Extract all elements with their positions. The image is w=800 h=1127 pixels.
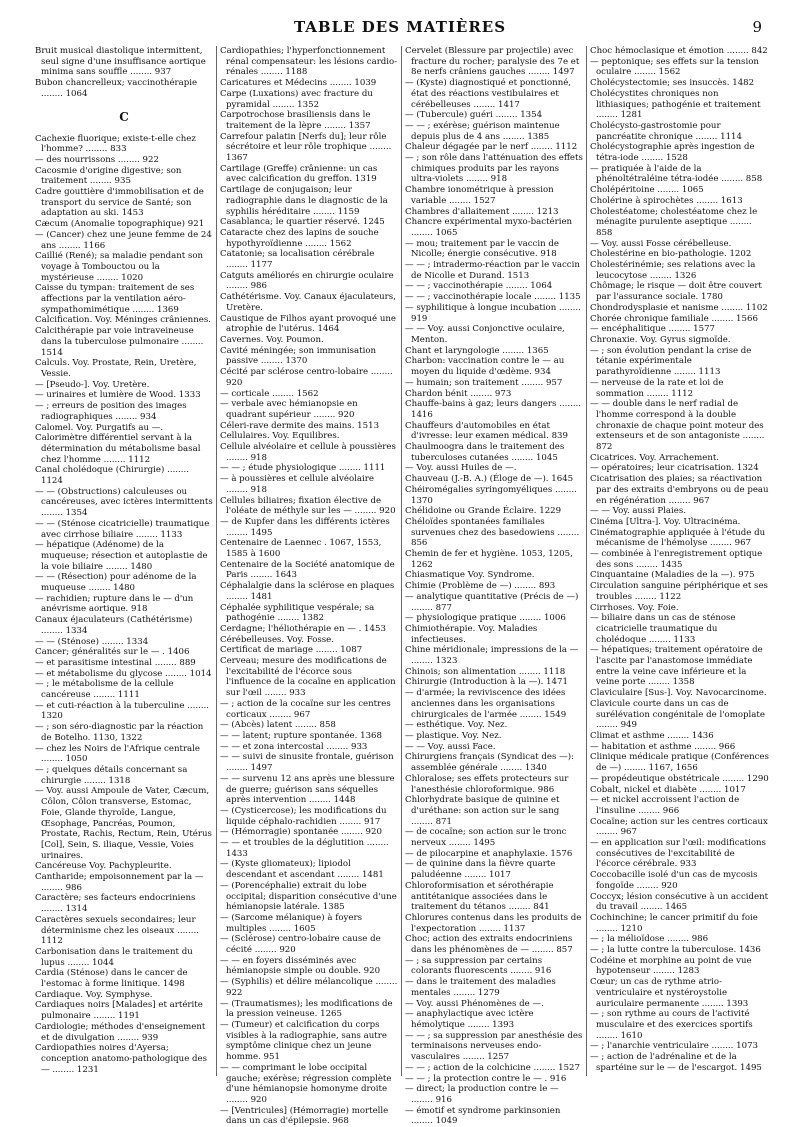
index-entry: Cholestéatome; cholestéatome chez le ménagite purulente aseptique ........ 858 [590,206,758,238]
index-entry: Chaulmoogra dans le traitement des tuberculoses cutanées ........ 1045 [405,442,565,463]
index-entry: Carrefour palatin [Nerfs du]; leur rôle sécrétoire et leur rôle trophique ........ 1367 [220,131,392,164]
index-entry: — (Syphilis) et délire mélancolique ........ 922 [220,977,398,998]
index-entry: — — ; la protection contre le — . 916 [405,1073,567,1084]
index-entry: Chéloïdes spontanées familiales survenues chez des basedowiens ........ 856 [405,516,580,549]
index-entry: Chine méridionale; impressions de la — ........ 1323 [405,645,579,667]
index-entry: Cochinchine; le cancer primitif du foie ........ 1210 [590,912,758,934]
index-entry: Cirrhoses. Voy. Foie. [590,602,679,613]
index-entry: — opératoires; leur cicatrisation. 1324 [590,463,759,474]
page-header [0,18,800,42]
index-entry: Calcithérapie par voie intraveineuse dans la tuberculose pulmonaire ........ 1514 [35,326,204,358]
index-entry: — — ; intradermo-réaction par le vaccin de Nicolle et Durand. 1513 [405,260,580,281]
index-entry: Cardiopathies noires d'Ayersa; conception anatomo-pathologique des — ........ 1231 [35,1043,208,1075]
index-entry: — — (Résection) pour adénome de la muqueuse ........ 1480 [35,572,197,594]
index-entry: Caillié (René); sa maladie pendant son voyage à Tombouctou ou la mystérieuse ........ 1020 [35,251,204,283]
index-entry: Cacosmie d'origine digestive; son traitement ........ 935 [35,165,182,187]
index-entry: — émotif et syndrome parkinsonien ........ 1049 [405,1105,561,1127]
index-entry: — — latent; rupture spontanée. 1368 [220,731,382,741]
index-entry: Cæcum (Anomalie topographique) 921 [35,219,205,230]
index-entry: Coccobacille isolé d'un cas de mycosis fongoïde ........ 920 [590,870,758,891]
index-entry: Cellules biliaires; fixation élective de l'oléate de méthyle sur les — ........ 920 [220,495,396,517]
index-entry: — — ; vaccinothérapie ........ 1064 [405,281,553,292]
index-entry: Chirurgiens français (Syndicat des —): assemblée générale ........ 1340 [405,752,574,774]
index-entry: Caricatures et Médecins ........ 1039 [220,78,377,89]
index-entry: — anaphylactique avec ictère hémolytique ........ 1393 [405,1009,534,1030]
index-entry: — biliaire dans un cas de sténose cicatricielle traumatique du cholédoque ........ 1133 [590,613,736,645]
index-entry: — — Voy. aussi Plaies. [590,506,687,517]
index-entry: — — Voy. aussi Conjonctive oculaire, Menton. [405,324,565,345]
index-entry: — ; son évolution pendant la crise de tétanie expérimentale parathyroïdienne ........ 1113 [590,345,752,378]
index-entry: — — double dans le nerf radial de l'homme correspond à la double chronaxie de chaque point moteur des extenseurs et de son antagoniste ........ 872 [590,399,765,453]
index-entry: — et nickel accroissent l'action de l'insuline ........ 966 [590,795,740,816]
index-entry: Cellule alvéolaire et cellule à poussières ........ 918 [220,442,396,463]
index-entry: Cérébelleuses. Voy. Fosse. [220,634,334,645]
index-entry: Bruit musical diastolique intermittent, seul signe d'une insuffisance aortique minima sans souffle ........ 937 [35,46,206,78]
index-entry: — (Kyste gliomateux); lipiodol descendant et ascendant ........ 1481 [220,859,384,881]
index-entry: Chélidoine ou Grande Éclaire. 1229 [405,506,562,517]
index-entry: Catguts améliorés en chirurgie oculaire ........ 986 [220,270,394,292]
index-entry: Cataracte chez des lapins de souche hypothyroïdienne ........ 1562 [220,227,379,249]
index-entry: — — (Sténose cicatricielle) traumatique avec cirrhose biliaire ........ 1133 [35,518,210,540]
index-entry: — (Cysticercose); les modifications du liquide céphalo-rachidien ........ 917 [220,805,387,827]
index-entry: — — comprimant le lobe occipital gauche; exérèse; régression complète d'une hémianopsie homonyme droite ........ 920 [220,1062,392,1105]
index-entry: Chondrodysplasie et nanisme ........ 1102 [590,302,768,313]
index-entry: — esthétique. Voy. Nez. [405,720,508,731]
index-entry: — combinée à l'enregistrement optique des sons ........ 1435 [590,549,763,570]
index-entry: Chant et laryngologie ........ 1365 [405,345,549,356]
index-entry: Climat et asthme ........ 1436 [590,731,714,741]
index-entry: Chinois; son alimentation ........ 1118 [405,666,566,677]
index-entry: — — Voy. aussi Face. [405,741,496,752]
index-entry: Choc; action des extraits endocriniens dans les phénomènes de — ........ 857 [405,934,573,956]
index-entry: Chlorures contenus dans les produits de l'expectoration ........ 1137 [405,912,582,934]
index-entry: — ; son rôle dans l'atténuation des effets chimiques produits par les rayons ultra-violets ........ 918 [405,153,583,185]
index-entry: — [Pseudo-]. Voy. Uretère. [35,379,150,390]
index-column-2 [217,46,402,1127]
index-entry: Chlorhydrate basique de quinine et d'uréthane: son action sur le sang ........ 871 [405,795,560,827]
index-entry: Cellulaires. Voy. Equilibres. [220,431,340,442]
index-entry: — ; action de l'adrénaline et de la spartéine sur le — de l'escargot. 1495 [590,1052,762,1073]
index-entry: Chimie (Problème de —) ........ 893 [405,581,556,592]
index-entry: — verbale avec hémianopsie en quadrant supérieur ........ 920 [220,399,358,420]
index-entry: — peptonique; ses effets sur la tension oculaire ........ 1562 [590,56,759,78]
index-entry: Céleri-rave dermite des mains. 1513 [220,420,380,431]
index-entry: — — survenu 12 ans après une blessure de guerre; guérison sans séquelles après intervention ........ 1448 [220,773,395,806]
section-letter: C [119,109,129,124]
index-entry: Chambres d'allaitement ........ 1213 [405,206,559,217]
index-entry: Cathétérisme. Voy. Canaux éjaculateurs, Uretère. [220,292,396,313]
index-entry: Caractères sexuels secondaires; leur déterminisme chez les oiseaux ........ 1112 [35,914,199,947]
index-entry: — syphilitique à longue incubation ........ 919 [405,302,581,324]
index-entry: Céphalalgie dans la sclérose en plaques ........ 1481 [220,581,395,602]
index-entry: Coccyx; lésion consécutive à un accident du travail ........ 1465 [590,891,769,913]
index-entry: Cholestérinémie; ses relations avec la leucocytose ........ 1326 [590,260,756,281]
index-entry: Clinique médicale pratique (Conférences de —) ........ 1167, 1656 [590,752,769,774]
index-entry: Chauffe-bains à gaz; leurs dangers ........ 1416 [405,399,582,420]
index-entry: — — ; sa suppression par anesthésie des terminaisons nerveuses endo-vasculaires ........ 1257 [405,1030,583,1063]
index-entry: Cancéreuse Voy. Pachypleurite. [35,861,172,872]
index-entry: — (Porencéphalie) extrait du lobe occipital; disparition consécutive d'une hémianopsie latérale. 1385 [220,880,397,913]
index-entry: — corticale ........ 1562 [220,388,319,399]
index-entry: — Voy. aussi Ampoule de Vater, Cæcum, Côlon, Côlon transverse, Estomac, Foie, Glande thyroïde, Langue, Œsophage, Pancréas, Poumon, Prostate, Rachis, Rectum, Rein, Utérus [Col], Sein, S. iliaque, Vessie, Voies urinaires. [35,786,212,861]
index-entry: Chauveau (J.-B. A.) (Éloge de —). 1645 [405,474,574,485]
index-entry: Cinématographie appliquée à l'étude du mécanisme de l'hémolyse ........ 967 [590,527,766,549]
index-entry: Cartilage de conjugaison; leur radiographie dans le diagnostic de la syphilis héréditaire ........ 1159 [220,185,388,217]
index-entry: — (Kyste) diagnostiqué et ponctionné, état des réactions vestibulaires et cérébelleuses ........ 1417 [405,78,572,110]
index-entry: — de quinine dans la fièvre quarte paludéenne ........ 1017 [405,859,556,881]
index-entry: — mou; traitement par le vaccin de Nicolle; énergie consécutive. 918 [405,238,559,260]
index-entry: — ; la mélioïdose ........ 986 [590,934,709,945]
index-entry: Charbon: vaccination contre le — au moyen du liquide d'œdème. 934 [405,356,565,378]
index-entry: Chômage; le risque — doit être couvert par l'assurance sociale. 1780 [590,281,762,303]
index-entry: — Voy. aussi Huiles de —. [405,463,517,474]
index-entry: Caisse du tympan: traitement de ses affections par la ventilation aéro-sympathomimétique ........ 1369 [35,283,195,315]
index-entry: — plastique. Voy. Nez. [405,731,502,741]
index-entry: Chardon bénit ........ 973 [405,388,512,399]
index-entry: — de pilocarpine et anaphylaxie. 1576 [405,848,573,859]
index-entry: — ; son séro-diagnostic par la réaction de Botelho. 1130, 1322 [35,722,204,743]
index-entry: Cholécystographie après ingestion de tétra-iode ........ 1528 [590,142,755,164]
index-entry: Cachexie fluorique; existe-t-elle chez l'homme? ........ 833 [35,133,196,155]
index-entry: Choc hémoclasique et émotion ........ 842 [590,46,768,56]
index-entry: — (Tumeur) et calcification du corps visibles à la radiographie, sans autre symptôme clinique chez un jeune homme. 951 [220,1019,387,1063]
index-entry: — — ; vaccinothérapie locale ........ 1135 [405,292,581,303]
index-entry: — ; l'anarchie ventriculaire ........ 1073 [590,1041,759,1052]
index-entry: Calomel. Voy. Purgatifs au —. [35,422,164,433]
index-entry: Catatonie; sa localisation cérébrale ........ 1177 [220,249,375,271]
index-entry: Canaux éjaculateurs (Cathétérisme) ........ 1334 [35,615,193,636]
index-entry: — — suivi de sinusite frontale, guérison ........ 1497 [220,752,394,774]
index-entry: — (Hémorragie) spontanée ........ 920 [220,827,382,838]
index-entry: Chloralose; ses effets protecteurs sur l'anesthésie chloroformique. 986 [405,773,569,795]
index-entry: Cardiopathies; l'hyperfonctionnement rénal compensateur: les lésions cardio-rénales ........ 1188 [220,46,398,78]
index-entry: — physiologique pratique ........ 1006 [405,613,566,624]
index-entry: — ; le métabolisme de la cellule cancéreuse ........ 1111 [35,679,174,701]
index-entry: — et parasitisme intestinal ........ 889 [35,657,196,668]
index-entry: — — en foyers disséminés avec hémianopsie simple ou double. 920 [220,955,381,977]
index-entry: Chauffeurs d'automobiles en état d'ivresse: leur examen médical. 839 [405,420,568,442]
index-entry: — direct; la production contre le — ........ 916 [405,1084,559,1105]
index-entry: Cicatrisation des plaies; sa réactivation par des extraits d'embryons ou de peau en régénération ........ 967 [590,474,769,506]
index-entry: — (Sarcome mélanique) à foyers multiples ........ 1605 [220,912,363,934]
index-entry: — dans le traitement des maladies mentales ........ 1279 [405,977,556,998]
index-entry: Carpe (Luxations) avec fracture du pyramidal ........ 1352 [220,88,373,110]
index-entry: Cardiologie; méthodes d'enseignement et de divulgation ........ 939 [35,1021,206,1043]
index-entry: Chambre ionométrique à pression variable ........ 1527 [405,185,554,206]
index-entry: — de Kupfer dans les différents ictères ........ 1495 [220,516,390,538]
index-entry: Chéiromégalies syringomyéliques ........ 1370 [405,484,577,506]
index-entry: Cerveau; mesure des modifications de l'excitabilité de l'écorce sous l'influence de la cocaïne en application sur l'œil ........ 933 [220,656,396,699]
index-entry: — à poussières et cellule alvéolaire ........ 918 [220,474,374,495]
index-entry: — ; la lutte contre la tuberculose. 1436 [590,945,761,956]
index-entry: — — ; action de la colchicine ........ 1527 [405,1062,580,1073]
index-entry: Chronaxie. Voy. Gyrus sigmoïde. [590,334,731,345]
index-entry: — en application sur l'œil: modifications consécutives de l'excitabilité de l'écorce cérébrale. 933 [590,838,766,870]
index-entry: — hépatiques; traitement opératoire de l'ascite par l'anastomose immédiate entre la veine cave inférieure et la veine porte ........ 1358 [590,645,763,688]
index-entry: Cancer; généralités sur le — . 1406 [35,647,190,658]
index-entry: — Voy. aussi Phénomènes de —. [405,998,544,1009]
index-entry: — Voy. aussi Fosse cérébelleuse. [590,238,732,249]
index-entry: Centenaire de la Société anatomique de Paris ........ 1643 [220,559,395,581]
index-entry: Carbonisation dans le traitement du lupus ........ 1044 [35,946,193,968]
page-number: 9 [752,18,762,36]
index-entry: Codéine et morphine au point de vue hypotenseur ........ 1283 [590,955,752,977]
index-entry: Chemin de fer et hygiène. 1053, 1205, 1262 [405,549,573,570]
index-entry: Cardia (Sténose) dans le cancer de l'estomac à forme linitique. 1498 [35,968,188,990]
index-entry: — de cocaïne; son action sur le tronc nerveux ........ 1495 [405,827,567,849]
index-entry: Cinquantaine (Maladies de la —). 975 [590,570,755,581]
index-entry: Circulation sanguine périphérique et ses troubles ........ 1122 [590,581,768,602]
index-entry: Cartilage (Greffe) crânienne: un cas avec calcification du greffon. 1319 [220,163,378,185]
index-entry: Certificat de mariage ........ 1087 [220,645,363,656]
index-entry: Calculs. Voy. Prostate, Rein, Uretère, Vessie. [35,358,197,379]
index-entry: Caustique de Filhos ayant provoqué une atrophie de l'utérus. 1464 [220,313,396,335]
index-entry: Cécité par sclérose centro-lobaire ........ 920 [220,367,393,388]
index-entry: — ; quelques détails concernant sa chirurgie ........ 1318 [35,765,188,786]
index-entry: — — (Obstructions) calculeuses ou cancéreuses, avec ictères intermittents ........ 1354 [35,486,213,519]
index-entry: Claviculaire [Sus-]. Voy. Navocarcinome. [590,688,767,699]
index-entry: Calorimètre différentiel servant à la détermination du métabolisme basal chez l'homme ........ 1112 [35,433,201,465]
index-entry: Cadre gouttière d'immobilisation et de transport du service de Santé; son adaptation au ski. 1453 [35,187,204,219]
index-entry: Cholécystites chroniques non lithiasiques; pathogénie et traitement ........ 1281 [590,88,761,121]
index-entry: Chirurgie (Introduction à la —). 1471 [405,677,568,688]
index-entry: Cicatrices. Voy. Arrachement. [590,452,720,463]
index-entry: — ; erreurs de position des images radiographiques ........ 934 [35,401,187,422]
index-entry: — et cuti-réaction à la tuberculine ........ 1320 [35,700,210,722]
index-entry: — chez les Noirs de l'Afrique centrale ........ 1050 [35,743,201,765]
index-entry: — encéphalitique ........ 1577 [590,324,716,335]
index-entry: Cholestérine en bio-pathologie. 1202 [590,249,752,260]
index-entry: Cardiaque. Voy. Symphyse. [35,989,153,1000]
index-column-1 [32,46,217,1076]
index-entry: Cerdagne; l'héliothérapie en — . 1453 [220,623,386,634]
index-entry: — (Abcès) latent ........ 858 [220,720,336,731]
index-entry: — — (Sténose) ........ 1334 [35,636,149,647]
index-entry: — propédeutique obstétricale ........ 1290 [590,773,769,784]
index-entry: — nerveuse de la rate et loi de sommation ........ 1112 [590,377,724,399]
index-entry: Cervelet (Blessure par projectile) avec fracture du rocher; paralysie des 7e et 8e nerfs crâniens gauches ........ 1497 [405,46,580,78]
index-entry: Clavicule courte dans un cas de surélévation congénitale de l'omoplate ........ 949 [590,698,765,731]
index-entry: Chancre expérimental myxo-bactérien ........ 1065 [405,217,573,238]
index-entry: — pratiquée à l'aide de la phénoltétraléine tétra-iodée ........ 858 [590,163,763,185]
index-entry: — (Sclérose) centro-lobaire cause de cécité ........ 920 [220,934,381,956]
index-entry: Chiasmatique Voy. Syndrome. [405,570,535,581]
index-entry: — — et zona intercostal ........ 933 [220,741,368,752]
index-entry: — urinaires et lumière de Wood. 1333 [35,390,201,401]
index-entry: Chloroformisation et sérothérapie antitétanique associées dans le traitement du tétanos ........ 841 [405,880,554,913]
index-entry: Cobalt, nickel et diabète ........ 1017 [590,784,746,795]
index-entry: — (Traumatismes); les modifications de la pression veineuse. 1265 [220,998,393,1020]
index-entry: — rachidien; rupture dans le — d'un anévrisme aortique. 918 [35,593,194,615]
index-entry: Chorée chronique familiale ........ 1566 [590,313,758,324]
index-entry: Cavité méningée; son immunisation passive ........ 1370 [220,345,377,367]
index-entry: Chimiothérapie. Voy. Maladies infectieuses. [405,623,538,645]
index-entry: Cholérine à spirochètes ........ 1613 [590,195,743,206]
page-title: TABLE DES MATIÈRES [293,18,507,36]
index-entry: — habitation et asthme ........ 966 [590,741,736,752]
index-entry: Cavernes. Voy. Poumon. [220,334,324,345]
index-entry: Canal cholédoque (Chirurgie) ........ 1124 [35,465,189,487]
index-entry: — (Tubercule) guéri ........ 1354 [405,110,543,121]
index-entry: — analytique quantitative (Précis de —) ........ 877 [405,591,579,613]
index-entry: — (Cancer) chez une jeune femme de 24 ans ........ 1166 [35,229,212,251]
index-entry: — ; son rythme au cours de l'activité musculaire et des exercices sportifs ........ 1610 [590,1009,753,1041]
index-entry: — des nourrissons ........ 922 [35,154,159,165]
index-entry: — hépatique (Adénome) de la muqueuse; résection et autoplastie de la voie biliaire ........ 1480 [35,540,208,572]
index-entry: — humain; son traitement ........ 957 [405,377,563,388]
index-entry: Cantharide; empoisonnement par la — ........ 986 [35,872,204,893]
index-entry: Calcification. Voy. Méninges crâniennes. [35,315,211,326]
index-entry: — — ; exérèse; guérison maintenue depuis plus de 4 ans ........ 1385 [405,120,560,142]
index-entry: Bubon chancrelleux; vaccinothérapie ........ 1064 [35,78,198,99]
index-entry: — ; sa suppression par certains colorants fluorescents ........ 916 [405,955,552,977]
index-columns [32,46,772,1127]
index-entry: Céphalée syphilitique vespérale; sa pathogénie ........ 1382 [220,602,375,624]
index-entry: Cocaïne; action sur les centres corticaux ........ 967 [590,816,768,838]
index-column-4 [587,46,772,1076]
index-entry: Cholécystectomie; ses insuccès. 1482 [590,78,755,89]
index-entry: Carpotrochose brasiliensis dans le traitement de la lèpre ........ 1357 [220,110,371,131]
index-column-3 [402,46,587,1127]
index-entry: — [Ventricules] (Hémorragie) mortelle dans un cas d'épilepsie. 968 [220,1105,389,1127]
index-entry: — d'armée; la reviviscence des idées anciennes dans les organisations chirurgicales de l'armée ........ 1549 [405,688,567,720]
index-entry: Cholécysto-gastrostomie pour pancréatite chronique ........ 1114 [590,120,742,142]
index-entry: Cholépéritoine ........ 1065 [590,185,704,196]
index-entry: — — ; étude physiologique ........ 1111 [220,463,386,474]
index-entry: Cinéma [Ultra-]. Voy. Ultracinéma. [590,516,741,527]
index-entry: — — et troubles de la déglutition ........ 1433 [220,838,389,859]
index-entry: Casablanca; le quartier réservé. 1245 [220,217,385,228]
index-entry: — et métabolisme du glycose ........ 1014 [35,668,212,679]
index-entry: — ; action de la cocaïne sur les centres corticaux ........ 967 [220,698,391,720]
index-entry: Cœur; un cas de rythme atrio-ventriculaire et nystéroystolie auriculaire permanente ........ 1393 [590,977,749,1009]
index-entry: Centenaire de Laennec . 1067, 1553, 1585 à 1600 [220,538,382,560]
index-entry: Chaleur dégagée par le nerf ........ 1112 [405,142,578,153]
index-entry: Cardiaques noirs [Malades] et artérite pulmonaire ........ 1191 [35,1000,203,1022]
index-entry: Caractère; ses facteurs endocriniens ........ 1314 [35,893,196,915]
